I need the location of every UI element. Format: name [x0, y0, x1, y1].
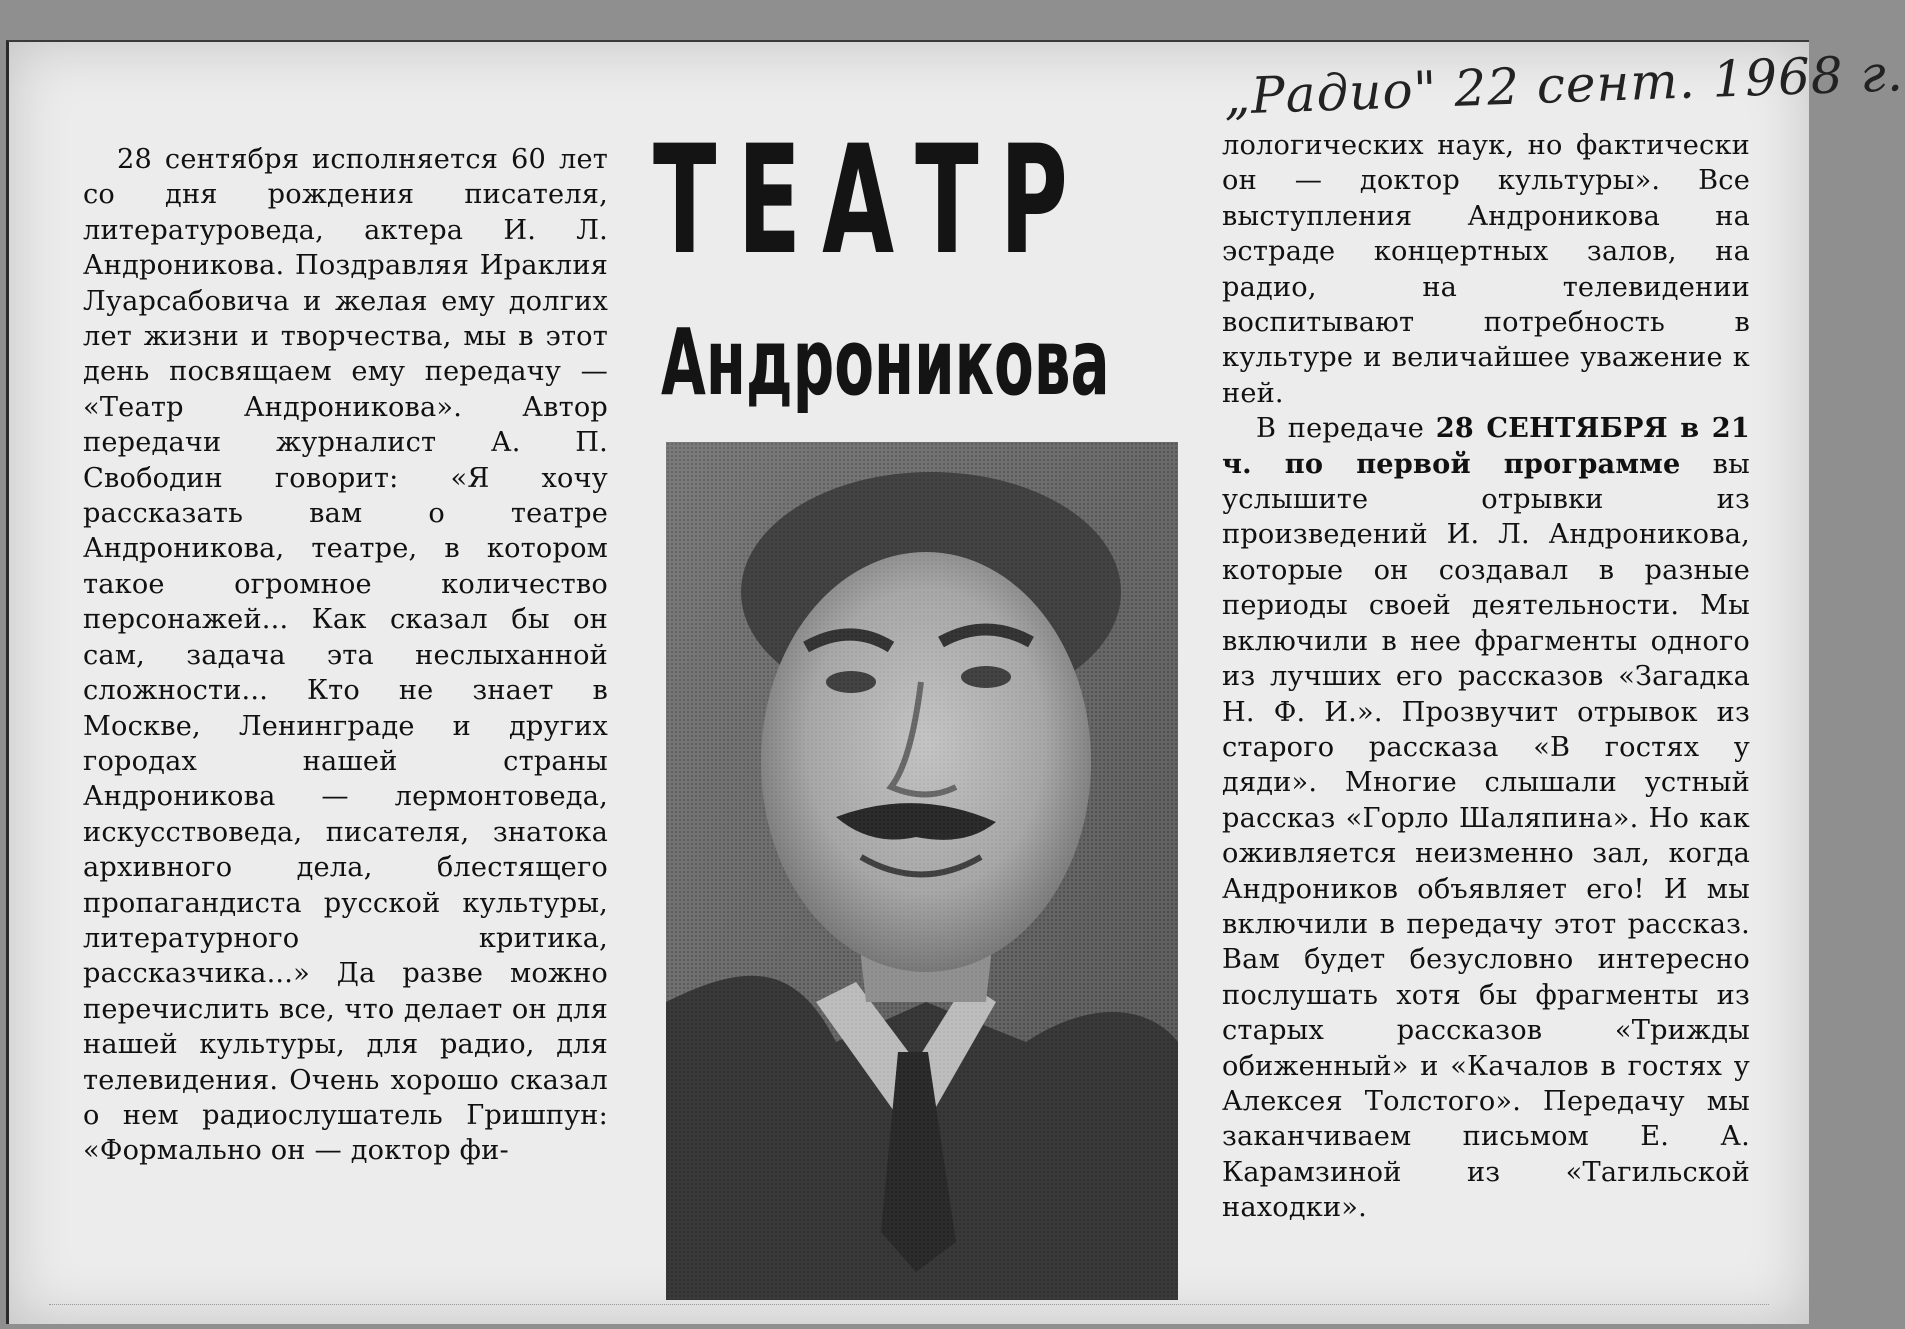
headline-theatre: ТЕАТР: [653, 114, 1089, 288]
newspaper-clipping: [6, 40, 1905, 1324]
portrait-photo-icon: [666, 442, 1178, 1300]
handwritten-date-note: „Радио" 22 сент. 1968 г.: [1223, 44, 1905, 126]
article-right-column: [1222, 128, 1750, 1226]
article-paragraph: 28 сентября исполняется 60 лет со дня рождения писателя, литературоведа, актера И. Л. Андроникова. Поздравляя Ираклия Луарсабовича и желая ему долгих лет жизни и творчества, мы в этот день посвящаем ему передачу — «Театр Андроникова». Автор передачи журналист А. П. Свободин говорит: «Я хочу рассказать вам о театре Андроникова, театре, в котором такое огромное количество персонажей... Как сказал бы он сам, задача эта неслыханной сложности... Кто не знает в Москве, Ленинграде и других городах нашей страны Андроникова — лермонтоведа, искусствоведа, писателя, знатока архивного дела, блестящего пропагандиста русской культуры, литературного критика, рассказчика...» Да разве можно перечислить все, что делает он для нашей культуры, для радио, для телевидения. Очень хорошо сказал о нем радиослушатель Гришпун: «Формально он — доктор фи-: [83, 144, 608, 1167]
broadcast-details-text: вы услышите отрывки из произведений И. Л. Андроникова, которые он создавал в разные периоды своей деятельности. Мы включили в нее фрагменты одного из лучших его рассказов «Загадка Н. Ф. И.». Прозвучит отрывок из старого рассказа «В гостях у дяди». Многие слышали устный рассказ «Горло Шаляпина». Но как оживляется неизменно зал, когда Андроников объявляет его! И мы включили в передачу этот рассказ. Вам будет безусловно интересно послушать хотя бы фрагменты из старых рассказов «Трижды обиженный» и «Качалов в гостях у Алексея Толстого». Передачу мы заканчиваем письмом Е. А. Карамзиной из «Тагильской находки».: [1222, 448, 1751, 1224]
broadcast-intro-text: В передаче: [1256, 413, 1436, 445]
article-left-column: [83, 142, 608, 1169]
clipping-bottom-edge: [49, 1304, 1769, 1319]
article-paragraph-continuation: лологических наук, но фактически он — доктор культуры». Все выступления Андроникова на эстраде концертных залов, на радио, на телевидении воспитывают потребность в культуре и величайшее уважение к ней.: [1222, 130, 1750, 409]
broadcast-time-text: 28 СЕНТЯБРЯ в 21 ч. по первой программе: [1222, 412, 1750, 480]
headline-andronikov: Андроникова: [661, 309, 1110, 416]
portrait-photo: [666, 442, 1178, 1300]
article-paragraph-broadcast: [1222, 411, 1750, 1225]
